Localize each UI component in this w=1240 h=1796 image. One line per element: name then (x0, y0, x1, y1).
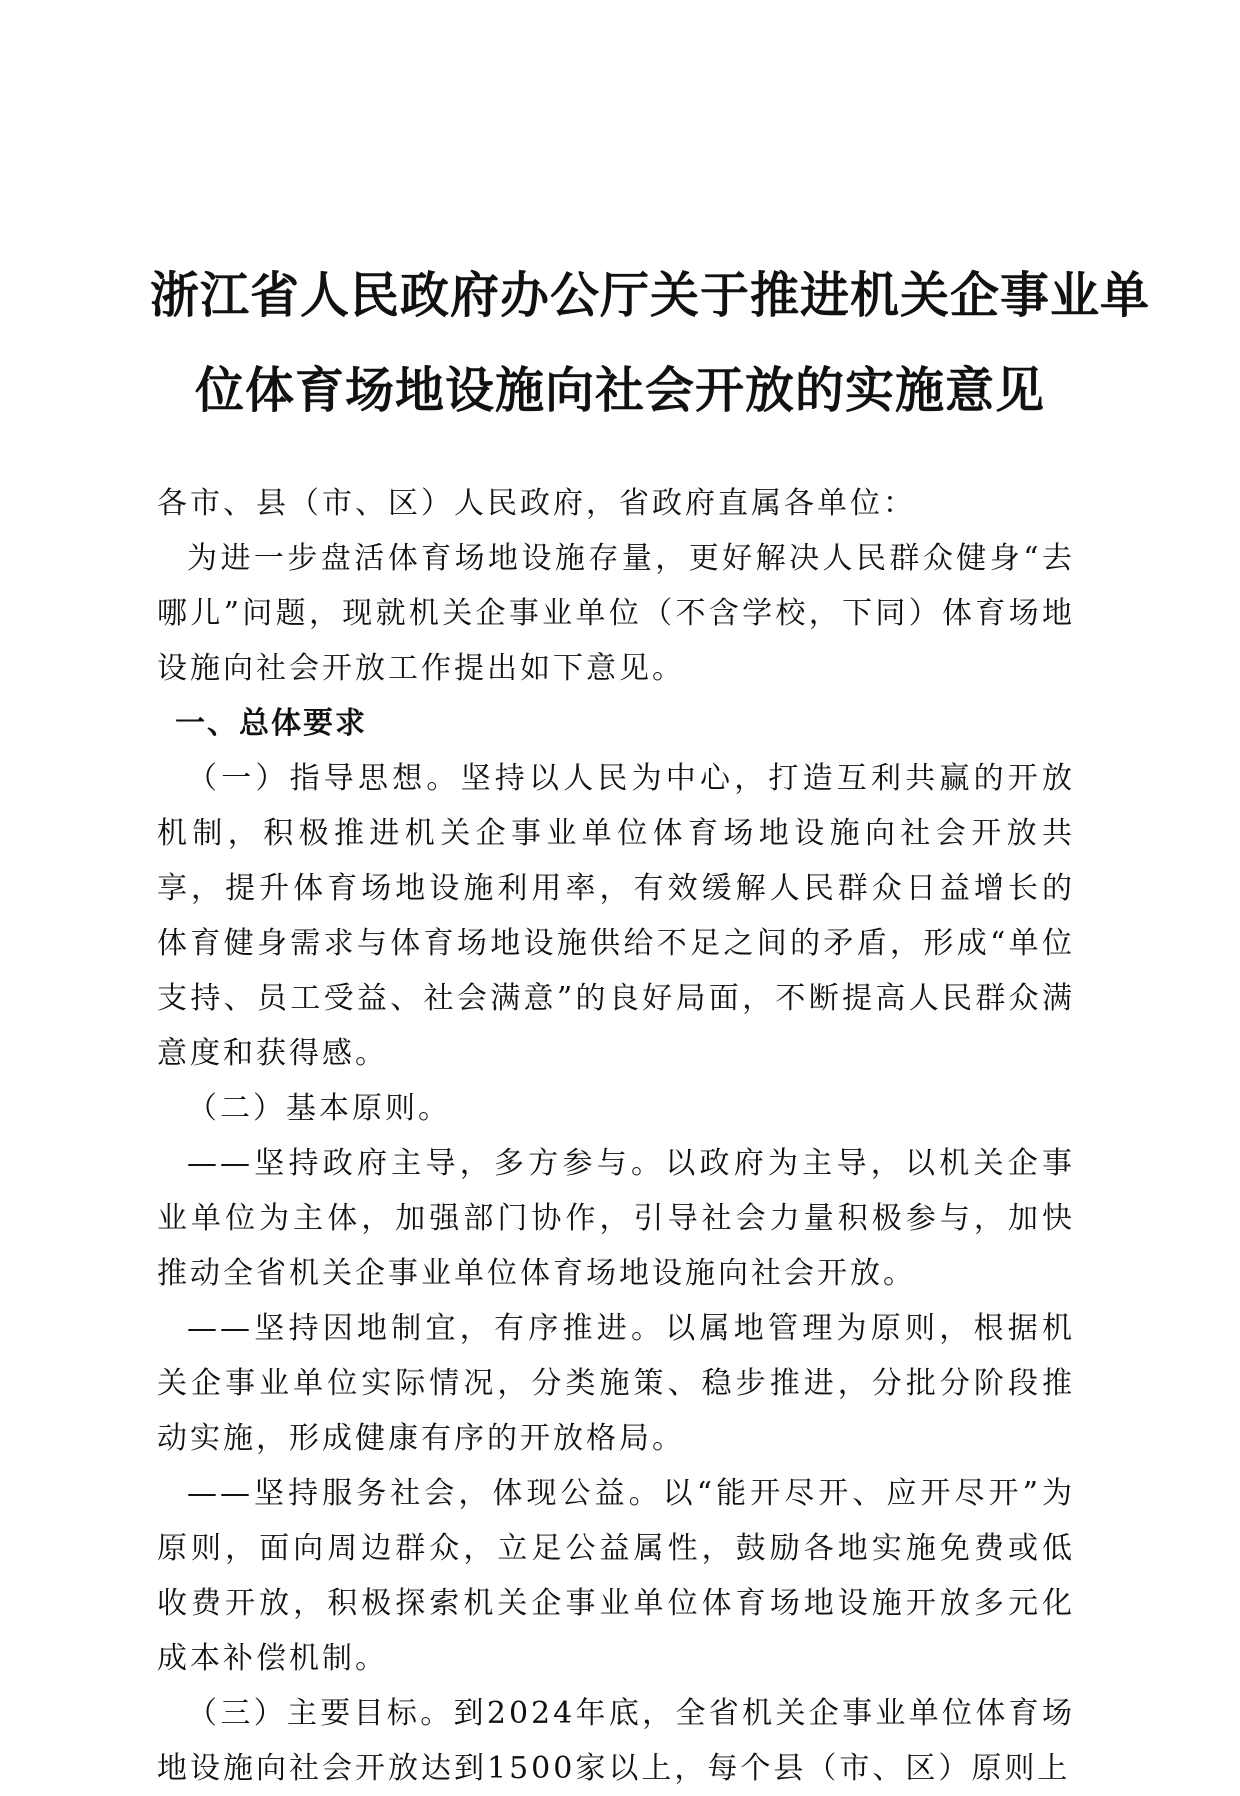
principle-paragraph-3: ——坚持服务社会，体现公益。以“能开尽开、应开尽开”为原则，面向周边群众，立足公益属性，鼓励各地实施免费或低收费开放，积极探索机关企事业单位体育场地设施开放多元化成本补偿机制。 (157, 1476, 1075, 1676)
title-line-1: 浙江省人民政府办公厅关于推进机关企事业单 (150, 267, 1151, 324)
principle-paragraph-1: ——坚持政府主导，多方参与。以政府为主导，以机关企事业单位为主体，加强部门协作，引导社会力量积极参与，加快推动全省机关企事业单位体育场地设施向社会开放。 (157, 1146, 1075, 1291)
main-goals-paragraph: （三）主要目标。到2024年底，全省机关企事业单位体育场地设施向社会开放达到1500家以上，每个县（市、区）原则上 (157, 1696, 1075, 1786)
guiding-thought-paragraph: （一）指导思想。坚持以人民为中心，打造互利共赢的开放机制，积极推进机关企事业单位体育场地设施向社会开放共享，提升体育场地设施利用率，有效缓解人民群众日益增长的体育健身需求与体育场地设施供给不足之间的矛盾，形成“单位支持、员工受益、社会满意”的良好局面，不断提高人民群众满意度和获得感。 (157, 761, 1075, 1071)
principle-paragraph-2: ——坚持因地制宜，有序推进。以属地管理为原则，根据机关企事业单位实际情况，分类施策、稳步推进，分批分阶段推动实施，形成健康有序的开放格局。 (157, 1311, 1075, 1456)
basic-principles-heading: （二）基本原则。 (187, 1091, 451, 1126)
title-line-2: 位体育场地设施向社会开放的实施意见 (194, 362, 1045, 419)
intro-paragraph: 为进一步盘活体育场地设施存量，更好解决人民群众健身“去哪儿”问题，现就机关企事业单位（不含学校，下同）体育场地设施向社会开放工作提出如下意见。 (157, 541, 1075, 686)
salutation: 各市、县（市、区）人民政府，省政府直属各单位： (157, 486, 916, 521)
document-title (150, 248, 1151, 438)
document-body (157, 476, 1075, 1796)
section-heading-general-requirements: 一、总体要求 (175, 706, 367, 741)
